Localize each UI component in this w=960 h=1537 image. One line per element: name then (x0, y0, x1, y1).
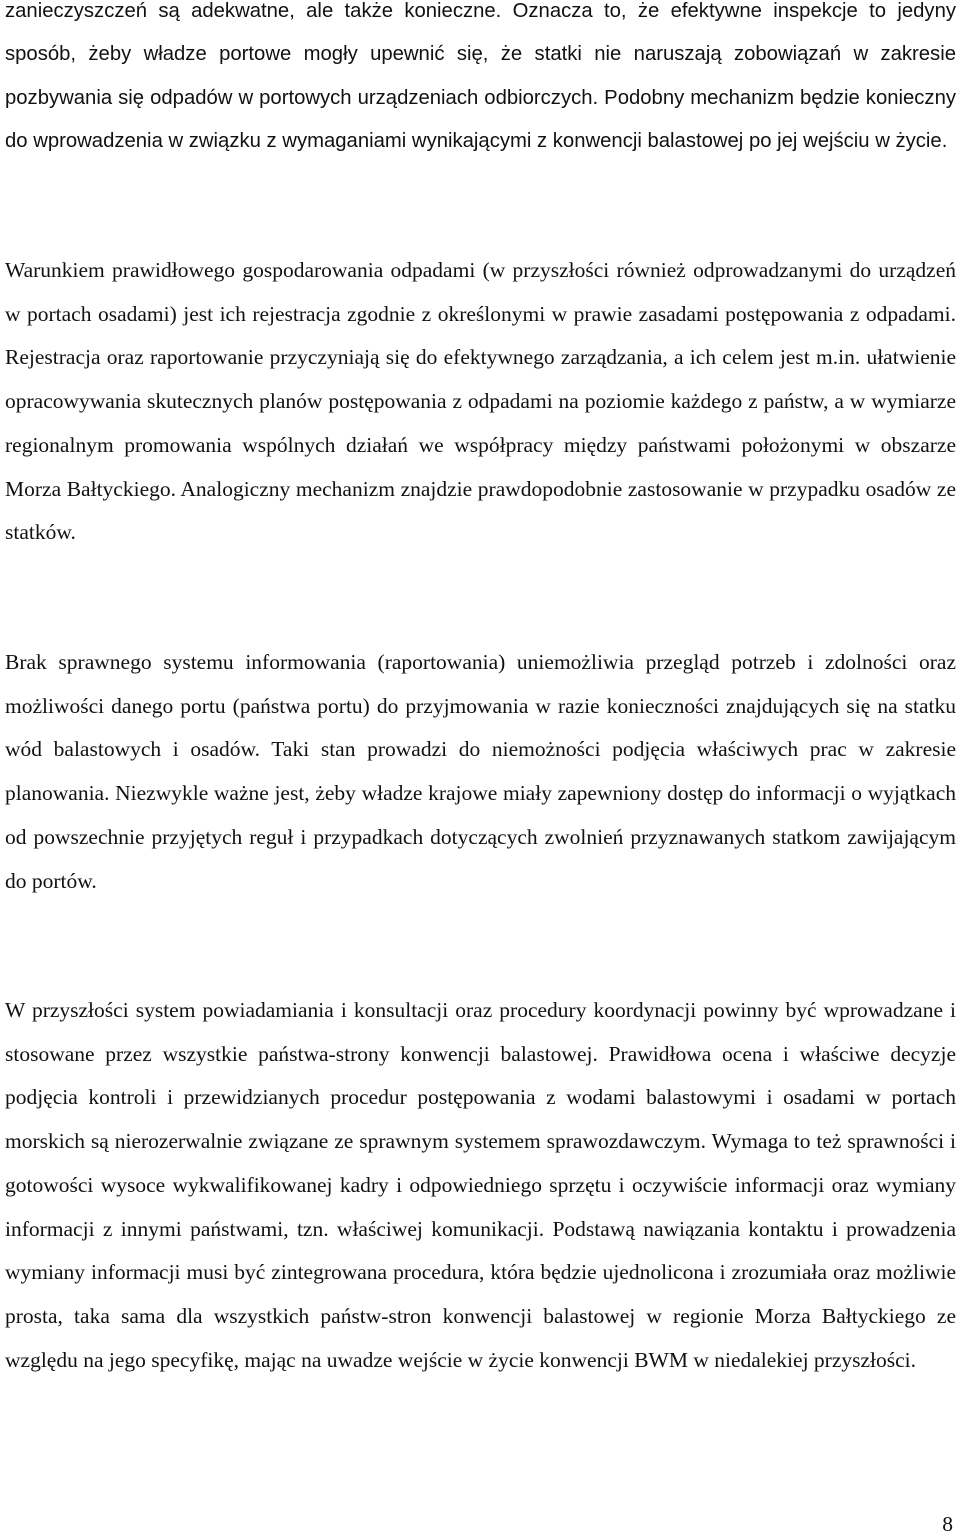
paragraph-notification-procedures: W przyszłości system powiadamiania i konsultacji oraz procedury koordynacji powinny być wprowadzane i stosowane przez wszystkie państwa-strony konwencji balastowej. Prawidłowa ocena i właściwe decyzje podjęcia kontroli i przewidzianych procedur postępowania z wodami balastowymi i osadami w portach morskich są nierozerwalnie związane ze sprawnym systemem sprawozdawczym. Wymaga to też sprawności i gotowości wysoce wykwalifikowanej kadry i odpowiedniego sprzętu i oczywiście informacji oraz wymiany informacji z innymi państwami, tzn. właściwej komunikacji. Podstawą nawiązania kontaktu i prowadzenia wymiany informacji musi być zintegrowana procedura, która będzie ujednolicona i zrozumiała oraz możliwie prosta, taka sama dla wszystkich państw-stron konwencji balastowej w regionie Morza Bałtyckiego ze względu na jego specyfikę, mając na uwadze wejście w życie konwencji BWM w niedalekiej przyszłości. (5, 998, 956, 1372)
page-number: 8 (942, 1512, 953, 1536)
paragraph-waste-inspections: zanieczyszczeń są adekwatne, ale także konieczne. Oznacza to, że efektywne inspekcje to jedyny sposób, żeby władze portowe mogły upewnić się, że statki nie naruszają zobowiązań w zakresie pozbywania się odpadów w portowych urządzeniach odbiorczych. Podobny mechanizm będzie konieczny do wprowadzenia w związku z wymaganiami wynikającymi z konwencji balastowej po jej wejściu w życie. (5, 0, 956, 152)
paragraph-waste-registration: Warunkiem prawidłowego gospodarowania odpadami (w przyszłości również odprowadzanymi do urządzeń w portach osadami) jest ich rejestracja zgodnie z określonymi w prawie zasadami postępowania z odpadami. Rejestracja oraz raportowanie przyczyniają się do efektywnego zarządzania, a ich celem jest m.in. ułatwienie opracowywania skutecznych planów postępowania z odpadami na poziomie każdego z państw, a w wymiarze regionalnym promowania wspólnych działań we współpracy między państwami położonymi w obszarze Morza Bałtyckiego. Analogiczny mechanizm znajdzie prawdopodobnie zastosowanie w przypadku osadów ze statków. (5, 258, 956, 545)
paragraph-reporting-system: Brak sprawnego systemu informowania (raportowania) uniemożliwia przegląd potrzeb i zdolności oraz możliwości danego portu (państwa portu) do przyjmowania w razie konieczności znajdujących się na statku wód balastowych i osadów. Taki stan prowadzi do niemożności podjęcia właściwych prac w zakresie planowania. Niezwykle ważne jest, żeby władze krajowe miały zapewniony dostęp do informacji o wyjątkach od powszechnie przyjętych reguł i przypadkach dotyczących zwolnień przyznawanych statkom zawijającym do portów. (5, 650, 956, 893)
